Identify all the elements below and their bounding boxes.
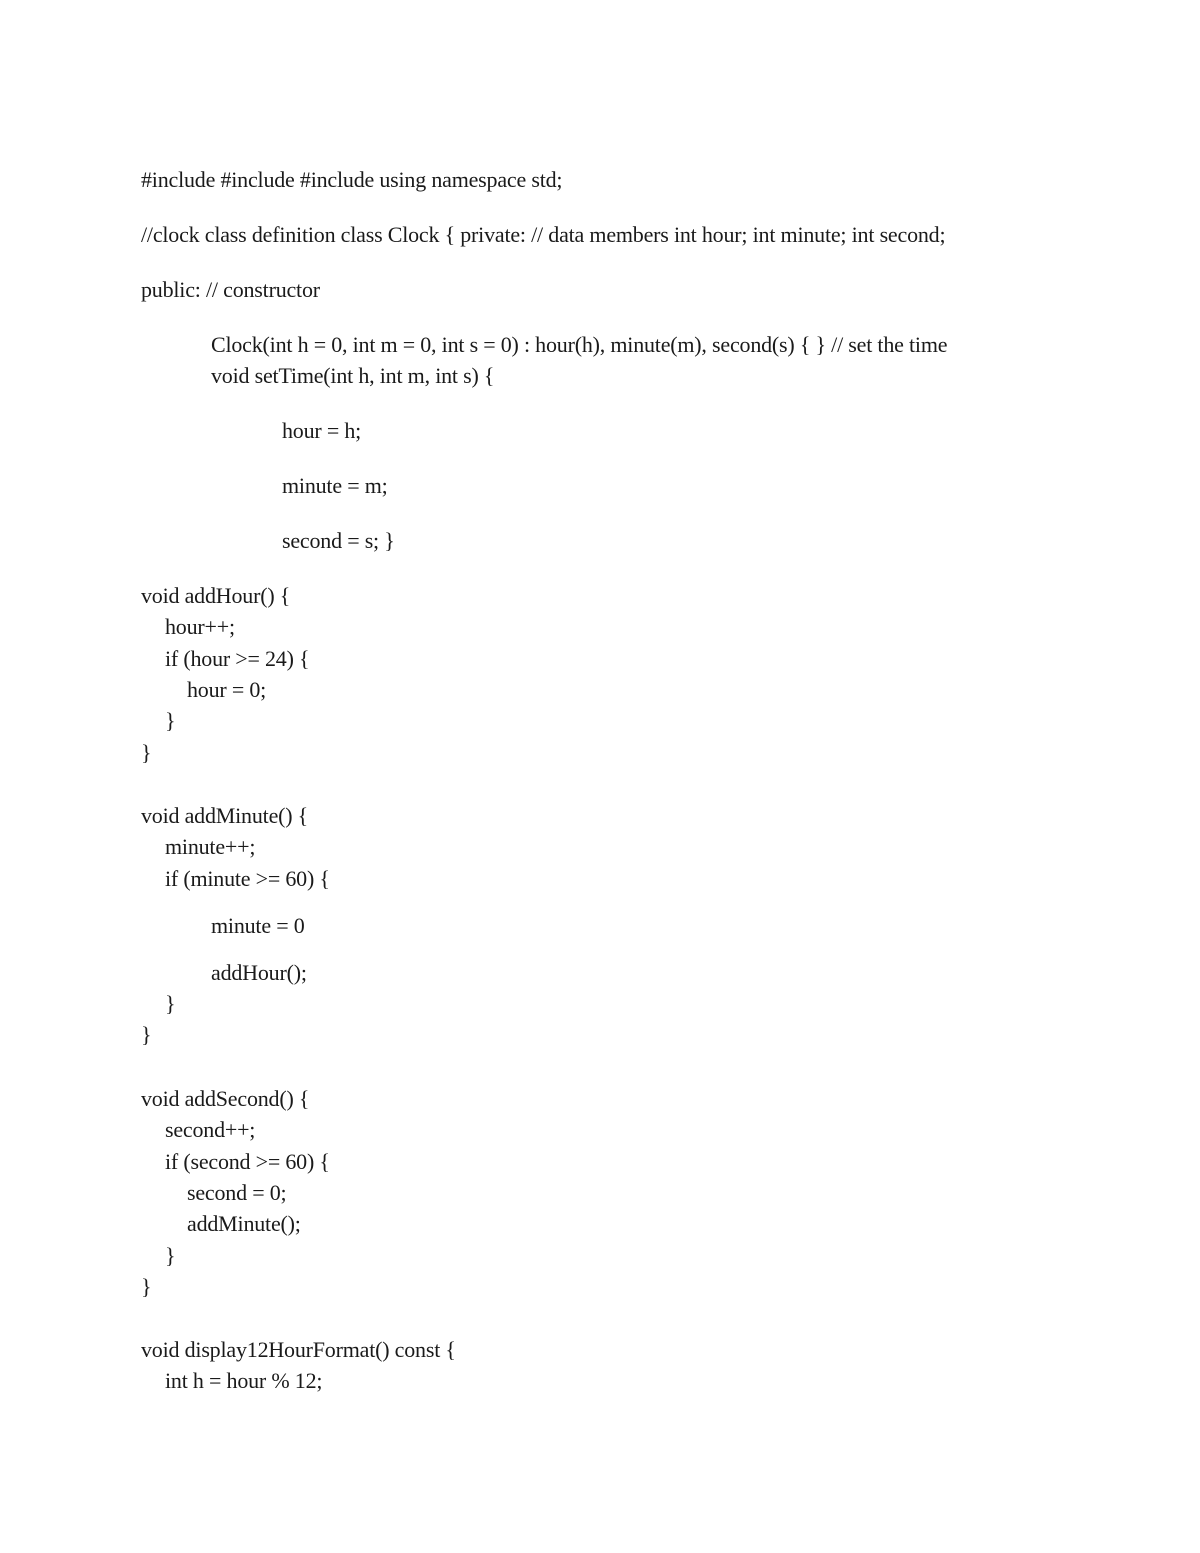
code-line-minute-increment: minute++; — [165, 834, 256, 859]
code-line-hour-reset: hour = 0; — [187, 677, 267, 702]
code-line-addminute-call: addMinute(); — [187, 1211, 301, 1236]
code-line-addhour-close: } — [141, 740, 152, 765]
code-line-second-increment: second++; — [165, 1117, 256, 1142]
code-line-second-assign: second = s; } — [282, 528, 395, 553]
code-line-display12-signature: void display12HourFormat() const { — [141, 1337, 456, 1362]
code-line-minute-if: if (minute >= 60) { — [165, 866, 330, 891]
code-line-minute-assign: minute = m; — [282, 473, 388, 498]
code-line-second-reset: second = 0; — [187, 1180, 287, 1205]
code-line-constructor: Clock(int h = 0, int m = 0, int s = 0) : hour(h), minute(m), second(s) { } // set the time — [211, 332, 948, 357]
code-line-addminute-close: } — [141, 1022, 152, 1047]
code-line-includes: #include #include #include using namespace std; — [141, 167, 563, 192]
code-line-addsecond-close: } — [141, 1274, 152, 1299]
code-line-h-modulo: int h = hour % 12; — [165, 1368, 323, 1393]
code-line-settime-signature: void setTime(int h, int m, int s) { — [211, 363, 495, 388]
code-line-hour-if: if (hour >= 24) { — [165, 646, 310, 671]
code-line-hour-if-close: } — [165, 708, 176, 733]
code-line-addhour-signature: void addHour() { — [141, 583, 291, 608]
code-line-class-definition: //clock class definition class Clock { private: // data members int hour; int minute; int second; — [141, 222, 946, 247]
code-line-addsecond-signature: void addSecond() { — [141, 1086, 310, 1111]
code-line-addminute-signature: void addMinute() { — [141, 803, 309, 828]
code-line-minute-reset: minute = 0 — [211, 913, 305, 938]
code-line-minute-if-close: } — [165, 991, 176, 1016]
code-line-hour-assign: hour = h; — [282, 418, 362, 443]
code-line-second-if-close: } — [165, 1243, 176, 1268]
code-line-second-if: if (second >= 60) { — [165, 1149, 330, 1174]
code-line-addhour-call: addHour(); — [211, 960, 307, 985]
code-line-public: public: // constructor — [141, 277, 320, 302]
code-line-hour-increment: hour++; — [165, 614, 235, 639]
